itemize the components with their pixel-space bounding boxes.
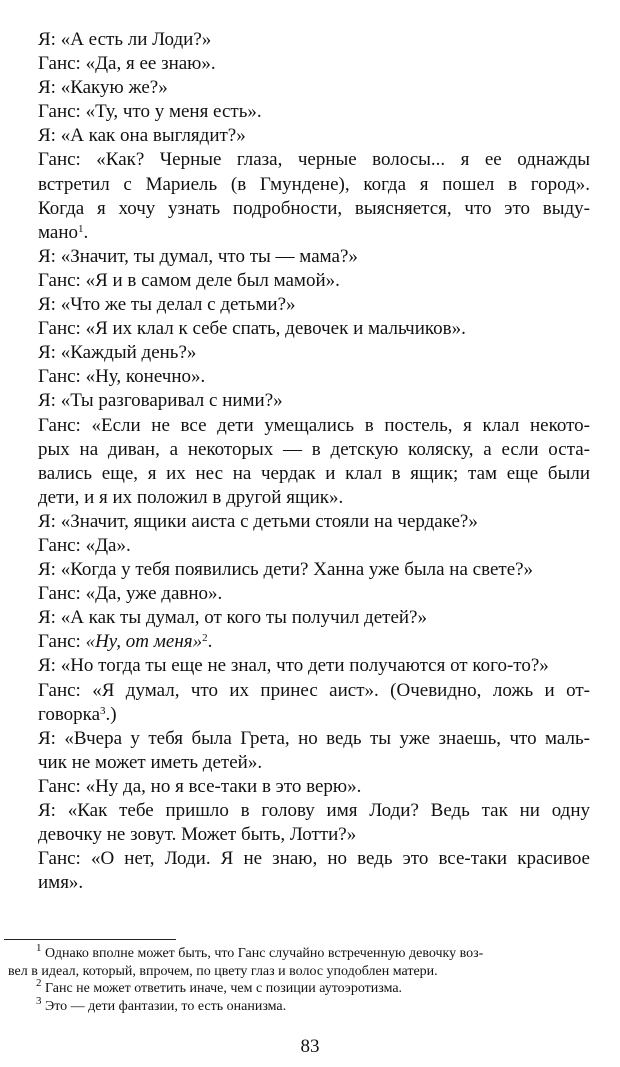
text-line: дети, и я их положил в другой ящик».	[38, 486, 344, 508]
text-line: Я: «А как ты думал, от кого ты получил детей?»	[38, 607, 427, 629]
text-fragment: .	[83, 221, 89, 243]
text-line	[38, 703, 590, 727]
footnote-divider	[4, 939, 176, 940]
text-fragment: .)	[105, 703, 117, 725]
text-line	[38, 221, 590, 245]
text-line: Ганс: «Да».	[38, 534, 131, 556]
footnote-mark: 3	[36, 994, 42, 1007]
text-line: Я: «Когда у тебя появились дети? Ханна уже была на свете?»	[38, 559, 534, 581]
text-line: Я: «Как тебе пришло в голову имя Лоди? Ведь так ни одну	[38, 800, 590, 821]
text-line: Ганс: «О нет, Лоди. Я не знаю, но ведь это все-таки красивое	[38, 848, 590, 870]
footnote-3	[8, 994, 596, 1016]
text-line: Когда я хочу узнать подробности, выясняется, что это выду-	[38, 197, 590, 219]
text-line: Ганс: «Я думал, что их принес аист». (Очевидно, ложь и от-	[38, 679, 590, 701]
text-line	[38, 630, 590, 654]
footnote-text: Однако вполне может быть, что Ганс случайно встреченную девочку воз-	[45, 946, 484, 961]
text-line: Я: «А как она выглядит?»	[38, 125, 246, 147]
text-line: Я: «Что же ты делал с детьми?»	[38, 294, 296, 316]
footnote-ref-3: 3	[100, 704, 106, 717]
text-line: рых на диван, а некоторых — в детскую коляску, а если оста-	[38, 438, 590, 460]
footnote-mark: 2	[36, 977, 42, 989]
text-line: Ганс: «Я их клал к себе спать, девочек и мальчиков».	[38, 318, 466, 340]
footnote-1	[8, 942, 596, 963]
text-line: девочку не зовут. Может быть, Лотти?»	[38, 824, 357, 846]
text-line: Я: «А есть ли Лоди?»	[38, 29, 212, 50]
text-line: вались еще, я их нес на чердак и клал в ящик; там еще были	[38, 462, 590, 484]
text-fragment: говорка	[38, 703, 101, 725]
text-line: Я: «Значит, ты думал, что ты — мама?»	[38, 245, 358, 267]
footnote-2	[8, 977, 596, 998]
page-number: 83	[300, 1036, 320, 1057]
text-fragment: Ганс:	[38, 631, 81, 653]
text-line: Ганс: «Я и в самом деле был мамой».	[38, 269, 340, 291]
text-line: Ганс: «Да, я ее знаю».	[38, 53, 216, 75]
footnote-ref-2: 2	[202, 632, 208, 645]
footnote-mark: 1	[36, 942, 42, 954]
text-line: Ганс: «Да, уже давно».	[38, 583, 223, 605]
text-line: Я: «Ты разговаривал с ними?»	[38, 390, 283, 412]
text-line: Я: «Но тогда ты еще не знал, что дети получаются от кого-то?»	[38, 655, 549, 677]
text-line: Ганс: «Ну, конечно».	[38, 366, 206, 388]
footnotes	[8, 942, 596, 1015]
text-fragment: мано	[38, 221, 78, 243]
text-line: Я: «Значит, ящики аиста с детьми стояли на чердаке?»	[38, 510, 478, 532]
italic-quote: «Ну, от меня»	[85, 631, 203, 653]
text-line: Я: «Вчера у тебя была Грета, но ведь ты уже знаешь, что маль-	[38, 727, 590, 749]
text-line: Ганс: «Как? Черные глаза, черные волосы... я ее однажды	[38, 149, 590, 171]
text-fragment: .	[207, 631, 213, 653]
footnote-1-cont: вел в идеал, который, впрочем, по цвету глаз и волос уподоблен матери.	[8, 963, 438, 979]
text-line: чик не может иметь детей».	[38, 751, 263, 773]
text-line: Я: «Какую же?»	[38, 77, 168, 99]
text-line: встретил с Мариель (в Гмундене), когда я пошел в город».	[38, 173, 590, 195]
text-line: имя».	[38, 872, 84, 894]
footnote-ref-1: 1	[78, 222, 84, 235]
text-line: Ганс: «Ту, что у меня есть».	[38, 101, 262, 123]
text-line: Ганс: «Если не все дети умещались в постель, я клал некото-	[38, 414, 590, 436]
footnote-text: Это — дети фантазии, то есть онанизма.	[45, 998, 287, 1014]
footnote-text: Ганс не может ответить иначе, чем с позиции аутоэротизма.	[45, 981, 403, 996]
main-text	[38, 28, 590, 895]
text-line: Я: «Каждый день?»	[38, 342, 197, 364]
text-line: Ганс: «Ну да, но я все-таки в это верю».	[38, 775, 362, 797]
